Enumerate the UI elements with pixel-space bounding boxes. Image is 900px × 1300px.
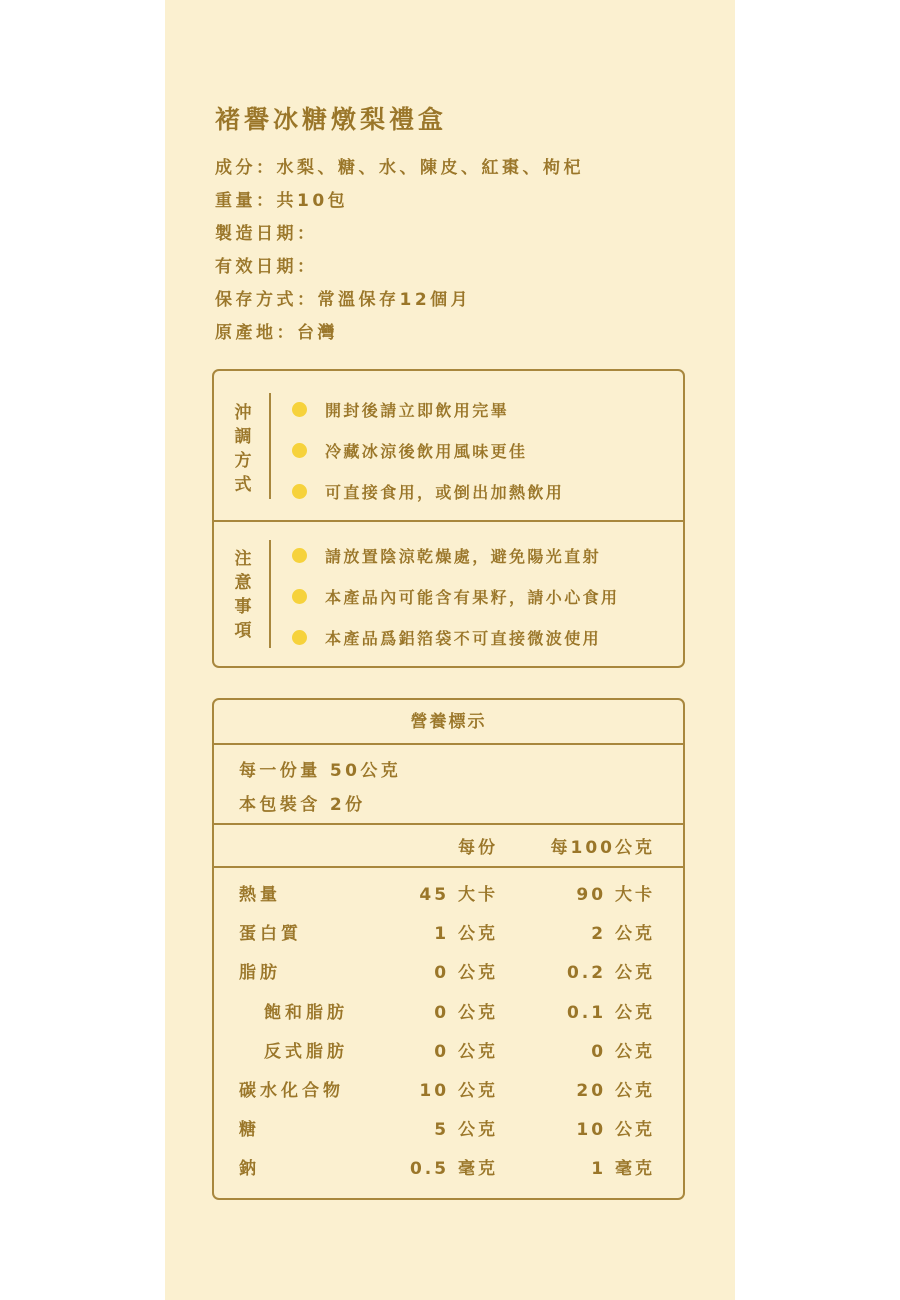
info-storage: 保存方式：常溫保存12個月 [215,290,472,310]
table-row [214,1072,683,1111]
info-expiry-date: 有效日期： [215,257,318,277]
table-row [214,1111,683,1150]
column-header-per-100g: 每100公克 [550,838,655,858]
nutrient-name: 脂肪 [239,963,281,984]
value-per-100g: 2 公克 [591,924,655,945]
list-item [292,618,619,659]
label-panel [165,0,735,1300]
value-per-serving: 5 公克 [434,1120,498,1141]
value-per-serving: 0.5 毫克 [409,1159,498,1180]
usage-item-text: 冷藏冰涼後飲用風味更佳 [325,442,528,461]
usage-item-text: 開封後請立即飲用完畢 [325,401,510,420]
table-row [214,1150,683,1189]
nutrient-name: 糖 [239,1120,260,1141]
usage-divider [269,393,271,499]
value-per-100g: 20 公克 [576,1080,655,1101]
info-manufacture-date: 製造日期： [215,224,318,244]
list-item [292,536,619,577]
list-item [292,577,619,618]
nutrient-name: 熱量 [239,885,281,905]
usage-section [214,371,683,522]
value-per-100g: 0.1 公克 [566,1002,655,1023]
notes-item-text: 本產品內可能含有果籽，請小心食用 [325,588,620,607]
nutrition-title: 營養標示 [214,700,683,745]
list-item [292,390,564,431]
list-item [292,431,564,472]
notes-item-text: 請放置陰涼乾燥處，避免陽光直射 [325,547,602,566]
usage-notes-box [212,369,685,668]
value-per-100g: 90 大卡 [576,885,655,905]
nutrition-rows [214,876,683,1190]
product-info [215,152,584,350]
nutrient-name: 反式脂肪 [264,1041,348,1062]
nutrient-name: 碳水化合物 [239,1080,344,1101]
nutrition-facts-box [212,698,685,1200]
value-per-serving: 0 公克 [434,963,498,984]
value-per-serving: 1 公克 [434,924,498,945]
table-row [214,954,683,993]
divider [214,866,683,868]
value-per-100g: 0.2 公克 [566,963,655,984]
serving-info [239,754,401,822]
usage-item-text: 可直接食用，或倒出加熱飲用 [325,483,565,502]
value-per-serving: 10 公克 [419,1080,498,1101]
list-item [292,472,564,513]
bullet-dot-icon [292,443,307,458]
serving-size: 每一份量 50公克 [239,761,402,781]
product-title: 褚譽冰糖燉梨禮盒 [215,105,448,134]
usage-label: 沖調方式 [234,403,252,495]
servings-per-package: 本包裝含 2份 [239,795,366,815]
value-per-100g: 10 公克 [576,1120,655,1141]
bullet-dot-icon [292,630,307,645]
info-origin: 原產地：台灣 [215,323,338,343]
info-ingredients: 成分：水梨、糖、水、陳皮、紅棗、枸杞 [215,158,584,178]
notes-label: 注意事項 [234,549,252,641]
bullet-dot-icon [292,548,307,563]
nutrient-name: 蛋白質 [239,924,302,945]
bullet-dot-icon [292,484,307,499]
divider [214,823,683,825]
value-per-100g: 1 毫克 [591,1159,655,1180]
column-header-per-serving: 每份 [458,838,498,858]
table-row [214,994,683,1033]
notes-divider [269,540,271,648]
table-row [214,876,683,915]
table-row [214,1033,683,1072]
info-weight: 重量：共10包 [215,191,349,211]
bullet-dot-icon [292,589,307,604]
nutrient-name: 鈉 [239,1159,260,1180]
value-per-100g: 0 公克 [591,1041,655,1062]
notes-item-text: 本產品爲鋁箔袋不可直接微波使用 [325,629,602,648]
table-row [214,915,683,954]
notes-section [214,520,683,668]
bullet-dot-icon [292,402,307,417]
notes-list [292,536,619,659]
value-per-serving: 0 公克 [434,1041,498,1062]
nutrient-name: 飽和脂肪 [264,1002,348,1023]
value-per-serving: 0 公克 [434,1002,498,1023]
usage-list [292,390,564,513]
value-per-serving: 45 大卡 [419,885,498,905]
